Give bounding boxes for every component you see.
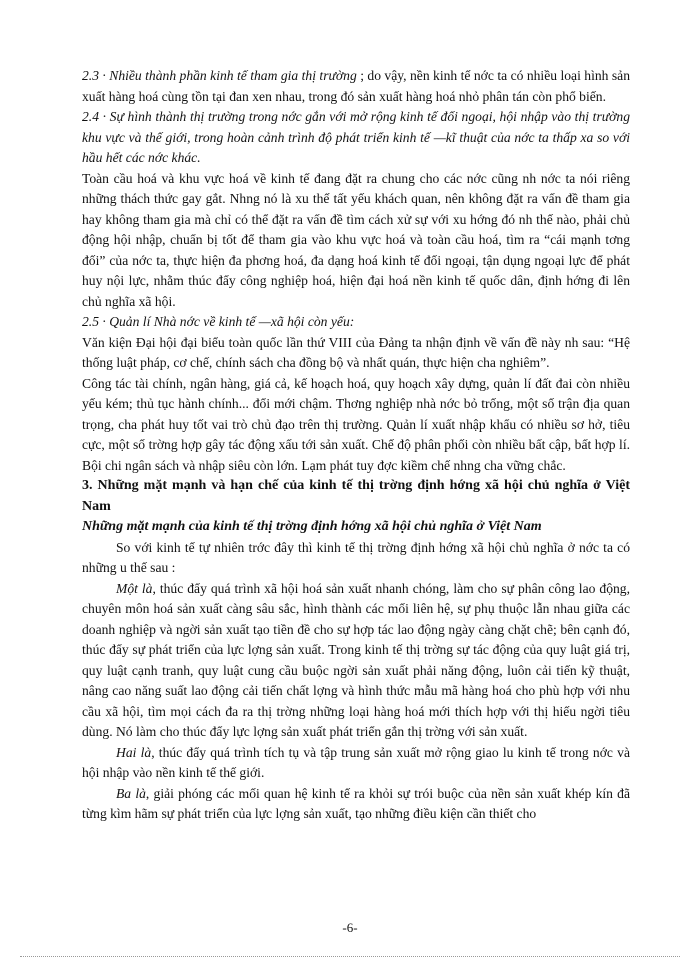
paragraph-text: ; do vậy, nền kinh tế nớc ta có nhiều loại hình sản xuất hàng hoá cùng tồn tại đan xen nhau, trong đó sản xuất hàng hoá nhỏ phân tán còn phổ biến. xyxy=(82,68,630,104)
paragraph-globalization: Toàn cầu hoá và khu vực hoá về kinh tế đang đặt ra chung cho các nớc cũng nh nớc ta nói riêng những thách thức gay gắt. Nhng nó là xu thế tất yếu khách quan, nên không đặt ra vấn đề tham gia hay không tham gia mà chỉ có thể đặt ra vấn đề tìm cách xử sự với xu hớng đó nh thế nào, phải chủ động hội nhập, chuẩn bị tốt để tham gia vào khu vực hoá và toàn cầu hoá, tìm ra “cái mạnh tơng đối” của nớc ta, thực hiện đa phơng hoá, đa dạng hoá kinh tế đối ngoại, tận dụng ngoại lực để phát huy nội lực, nhằm thúc đẩy công nghiệp hoá, hiện đại hoá nền kinh tế quốc dân, định hớng đi lên chủ nghĩa xã hội. xyxy=(82,170,630,309)
subsection-heading: Những mặt mạnh của kinh tế thị trờng định hớng xã hội chủ nghĩa ở Việt Nam xyxy=(82,519,542,534)
paragraph-intro: So với kinh tế tự nhiên trớc đây thì kinh tế thị trờng định hớng xã hội chủ nghĩa ở nớc ta có những u thế sau : xyxy=(82,539,630,575)
paragraph-congress: Văn kiện Đại hội đại biểu toàn quốc lần thứ VIII của Đảng ta nhận định về vấn đề này nh sau: “Hệ thống luật pháp, cơ chế, chính sách cha đồng bộ và nhất quán, thực hiện cha nghiêm”. xyxy=(82,334,630,370)
paragraph-2-3 xyxy=(82,66,630,107)
document-body xyxy=(82,66,630,825)
paragraph-finance: Công tác tài chính, ngân hàng, giá cả, kế hoạch hoá, quy hoạch xây dựng, quản lí đất đai còn nhiều yếu kém; thủ tục hành chính... đổi mới chậm. Thơng nghiệp nhà nớc bỏ trống, một số trận địa quan trọng, cha phát huy tốt vai trò chủ đạo trên thị trường. Quản lí xuất nhập khẩu có nhiều sơ hở, tiêu cực, một số trờng hợp gây tác động xấu tới sản xuất. Chế độ phân phối còn nhiều bất cập, bất hợp lí. Bội chi ngân sách và nhập siêu còn lớn. Lạm phát tuy đợc kiềm chế nhng cha vững chắc. xyxy=(82,375,630,473)
paragraph-text: , giải phóng các mối quan hệ kinh tế ra khỏi sự trói buộc của nền sản xuất khép kín đã từng kìm hãm sự phát triển của lực lợng sản xuất, tạo những điều kiện cần thiết cho xyxy=(82,785,630,821)
paragraph-label: 2.3 · Nhiều thành phần kinh tế tham gia thị trường xyxy=(82,68,357,83)
paragraph-2-5: 2.5 · Quản lí Nhà nớc về kinh tế —xã hội còn yếu: xyxy=(82,314,355,329)
paragraph-lead: Hai là xyxy=(116,744,152,760)
paragraph-lead: Ba là xyxy=(116,785,146,801)
page-number: -6- xyxy=(342,920,358,935)
paragraph-text: , thúc đẩy quá trình xã hội hoá sản xuất nhanh chóng, làm cho sự phân công lao động, chuyên môn hoá sản xuất càng sâu sắc, hình thành các mối liên hệ, sự phụ thuộc lẫn nhau giữa các doanh nghiệp và ngời sản xuất tạo tiền đề cho sự hợp tác lao động ngày càng chặt chẽ; bên cạnh đó, thúc đẩy sự phát triển của lực lợng sản xuất. Trong kinh tế thị trờng sự tác động của quy luật giá trị, quy luật cạnh tranh, quy luật cung cầu buộc ngời sản xuất phải năng động, luôn cải tiến kỹ thuật, nâng cao năng suất lao động cải tiến chất lợng và hình thức mẫu mã hàng hoá cho phù hợp với nhu cầu xã hội, tìm mọi cách đa ra thị trờng những loại hàng hoá mới thích hợp với thị hiếu ngời tiêu dùng. Nó làm cho thúc đẩy lực lợng sản xuất phát triển gắn thị trờng với sản xuất. xyxy=(82,580,630,739)
paragraph-text: , thúc đẩy quá trình tích tụ và tập trung sản xuất mở rộng giao lu kinh tế trong nớc và hội nhập vào nền kinh tế thế giới. xyxy=(82,744,630,780)
paragraph-second xyxy=(82,743,630,784)
paragraph-2-4: 2.4 · Sự hình thành thị trường trong nớc gắn với mở rộng kinh tế đối ngoại, hội nhập vào thị trường khu vực và thế giới, trong hoàn cảnh trình độ phát triển kinh tế —kĩ thuật của nớc ta thấp xa so với hầu hết các nớc khác. xyxy=(82,109,630,165)
paragraph-first xyxy=(82,579,630,743)
section-heading-3: 3. Những mặt mạnh và hạn chế của kinh tế thị trờng định hớng xã hội chủ nghĩa ở Việt Nam xyxy=(82,478,630,514)
paragraph-third xyxy=(82,784,630,825)
paragraph-lead: Một là xyxy=(116,580,153,596)
footer-divider xyxy=(20,956,680,957)
